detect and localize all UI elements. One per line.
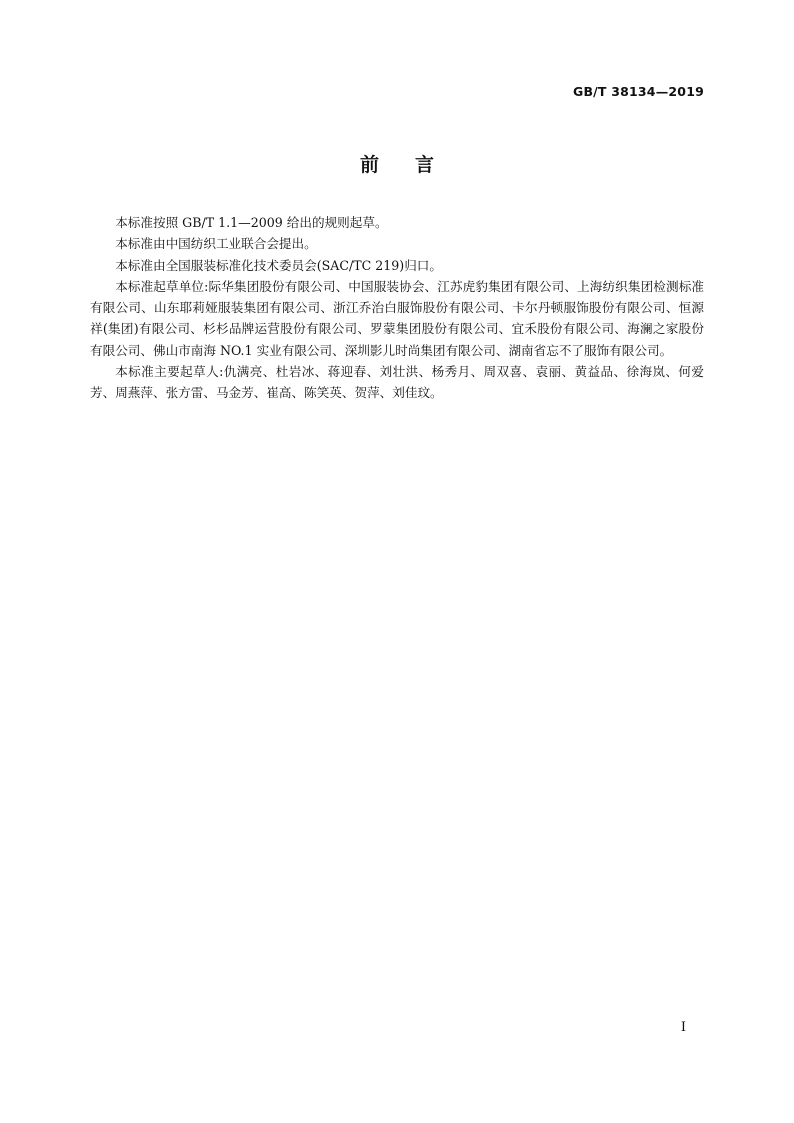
- foreword-body: [90, 212, 704, 404]
- paragraph-drafting-units: 本标准起草单位:际华集团股份有限公司、中国服装协会、江苏虎豹集团有限公司、上海纺织集团检测标准有限公司、山东耶莉娅服装集团有限公司、浙江乔治白服饰股份有限公司、卡尔丹顿服饰股份有限公司、恒源祥(集团)有限公司、杉杉品牌运营股份有限公司、罗蒙集团股份有限公司、宜禾股份有限公司、海澜之家股份有限公司、佛山市南海 NO.1 实业有限公司、深圳影儿时尚集团有限公司、湖南省忘不了服饰有限公司。: [90, 278, 704, 358]
- paragraph-drafters: 本标准主要起草人:仇满亮、杜岩冰、蒋迎春、刘壮洪、杨秀月、周双喜、袁丽、黄益品、徐海岚、何爱芳、周燕萍、张方雷、马金芳、崔高、陈笑英、贺萍、刘佳玟。: [90, 364, 704, 401]
- paragraph-technical-committee: 本标准由全国服装标准化技术委员会(SAC/TC 219)归口。: [115, 257, 442, 273]
- title-char-1: 前: [359, 154, 379, 176]
- paragraph-drafting-rules: 本标准按照 GB/T 1.1—2009 给出的规则起草。: [115, 215, 388, 230]
- page-title: [0, 150, 794, 177]
- page-number: I: [680, 1020, 686, 1035]
- title-char-2: 言: [415, 154, 435, 176]
- paragraph-proposer: 本标准由中国纺织工业联合会提出。: [115, 236, 317, 252]
- standard-number: GB/T 38134—2019: [572, 84, 704, 99]
